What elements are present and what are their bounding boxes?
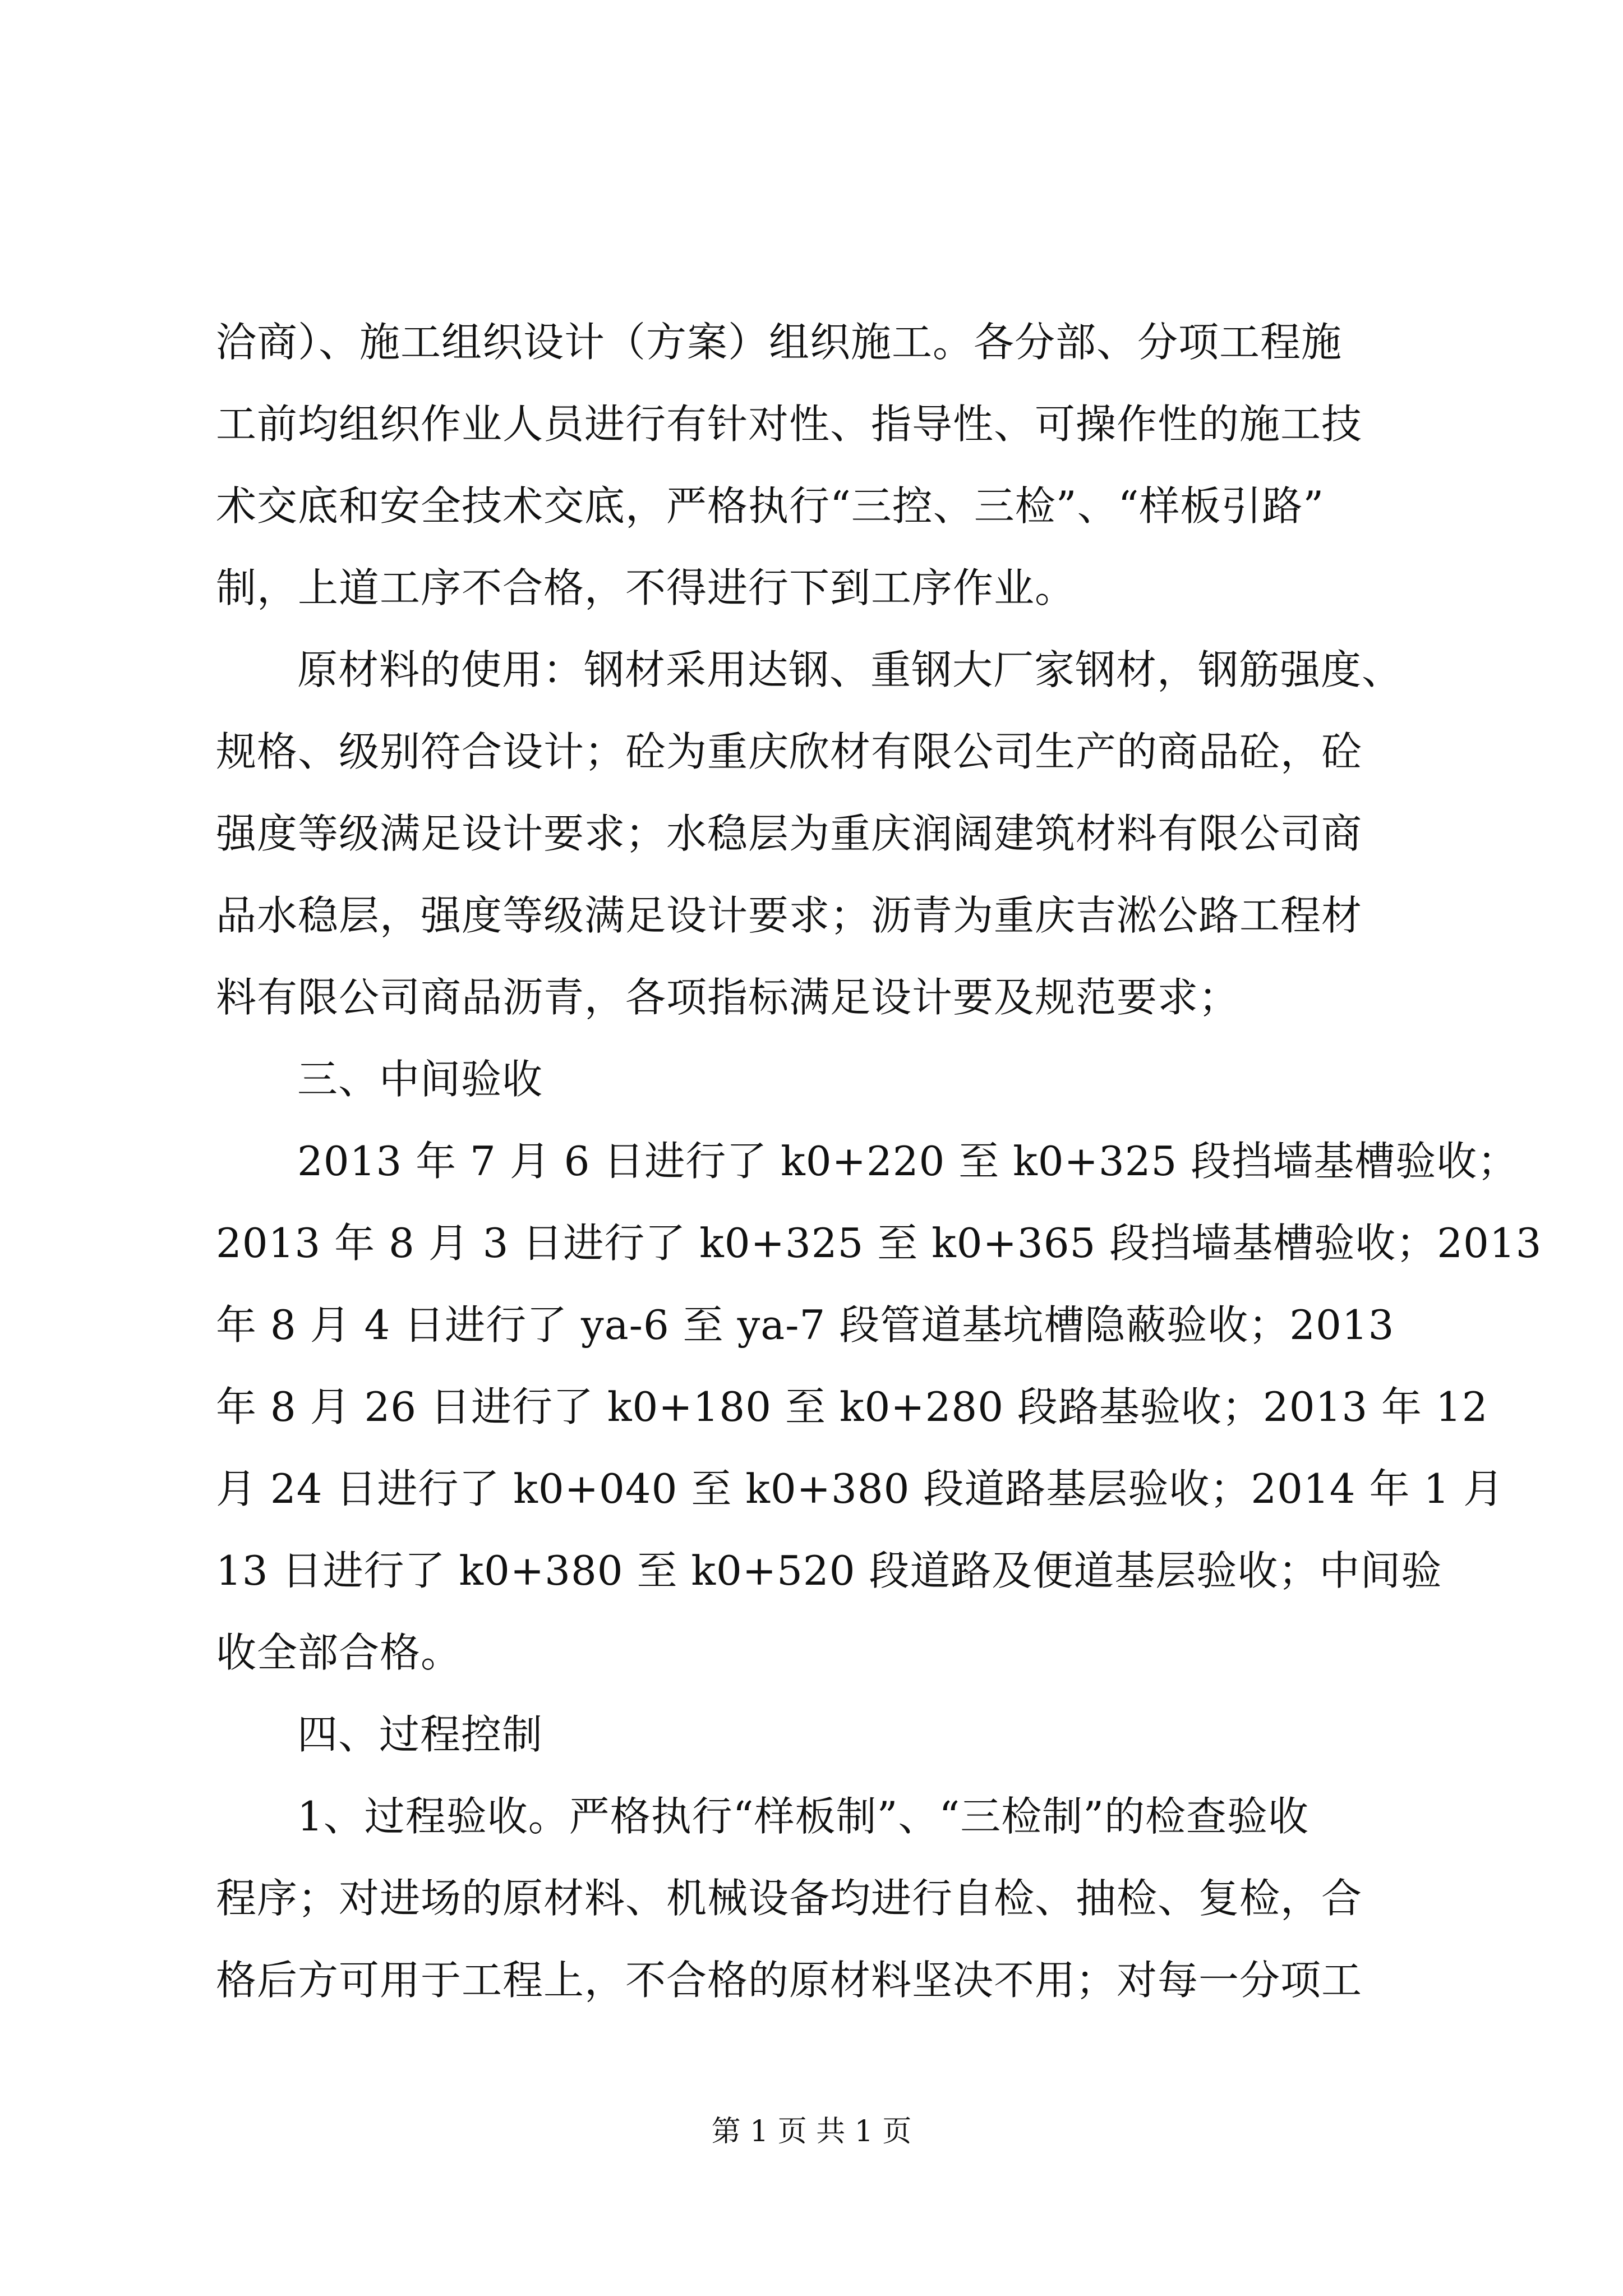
paragraph-start-line: 原材料的使用：钢材采用达钢、重钢大厂家钢材，钢筋强度、	[297, 646, 1403, 693]
text-line: 月 24 日进行了 k0+040 至 k0+380 段道路基层验收；2014 年 1 月	[216, 1465, 1505, 1512]
text-line: 13 日进行了 k0+380 至 k0+520 段道路及便道基层验收；中间验	[216, 1547, 1442, 1594]
text-line: 程序；对进场的原材料、机械设备均进行自检、抽检、复检，合	[216, 1875, 1363, 1922]
text-line: 年 8 月 4 日进行了 ya-6 至 ya-7 段管道基坑槽隐蔽验收；2013	[216, 1301, 1395, 1349]
text-line: 料有限公司商品沥青，各项指标满足设计要及规范要求；	[216, 974, 1240, 1021]
text-line: 收全部合格。	[216, 1629, 462, 1676]
section-heading: 四、过程控制	[297, 1711, 543, 1758]
paragraph-start-line: 2013 年 7 月 6 日进行了 k0+220 至 k0+325 段挡墙基槽验收；	[297, 1138, 1519, 1185]
text-line: 规格、级别符合设计；砼为重庆欣材有限公司生产的商品砼，砼	[216, 728, 1363, 775]
text-line: 品水稳层，强度等级满足设计要求；沥青为重庆吉淞公路工程材	[216, 892, 1363, 939]
paragraph-start-line: 1、过程验收。严格执行“样板制”、“三检制”的检查验收	[297, 1793, 1310, 1840]
text-line: 术交底和安全技术交底，严格执行“三控、三检”、“样板引路”	[216, 482, 1325, 530]
text-line: 洽商）、施工组织设计（方案）组织施工。各分部、分项工程施	[216, 319, 1343, 366]
text-line: 制，上道工序不合格，不得进行下到工序作业。	[216, 564, 1076, 611]
text-line: 2013 年 8 月 3 日进行了 k0+325 至 k0+365 段挡墙基槽验收；2013	[216, 1220, 1542, 1267]
page-footer: 第 1 页 共 1 页	[711, 2115, 912, 2148]
section-heading: 三、中间验收	[297, 1056, 543, 1103]
text-line: 年 8 月 26 日进行了 k0+180 至 k0+280 段路基验收；2013 年 12	[216, 1383, 1488, 1430]
text-line: 强度等级满足设计要求；水稳层为重庆润阔建筑材料有限公司商	[216, 810, 1363, 857]
text-line: 工前均组织作业人员进行有针对性、指导性、可操作性的施工技	[216, 401, 1363, 448]
text-line: 格后方可用于工程上，不合格的原材料坚决不用；对每一分项工	[216, 1957, 1363, 2004]
